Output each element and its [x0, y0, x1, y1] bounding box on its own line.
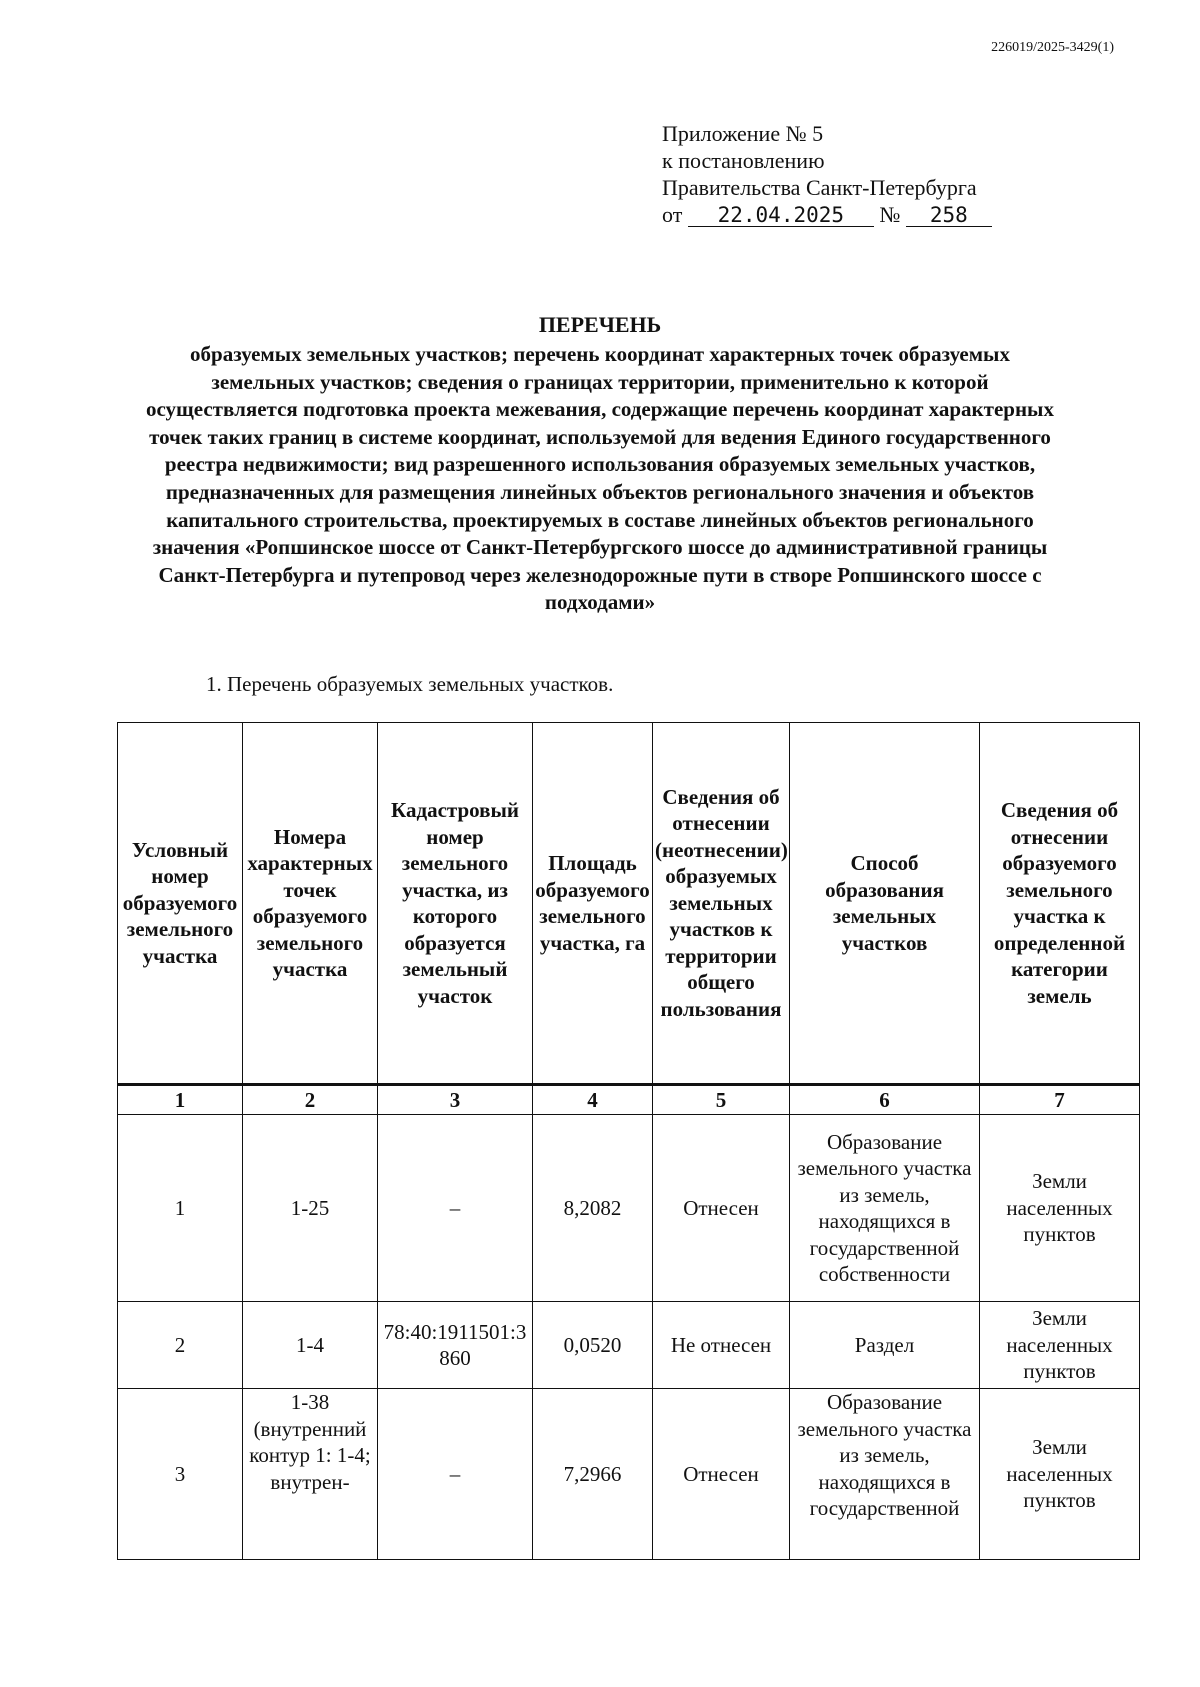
appendix-reference: к постановлению — [662, 148, 825, 173]
cell-formation-method: Раздел — [790, 1302, 980, 1389]
cell-formation-method: Образование земельного участка из земель, находящихся в государственной собственности — [790, 1115, 980, 1302]
cell-public-use: Не отнесен — [653, 1302, 790, 1389]
document-registration-code: 226019/2025-3429(1) — [991, 40, 1114, 55]
header-formation-method: Способ образования земельных участков — [790, 723, 980, 1085]
document-title: ПЕРЕЧЕНЬ — [538, 312, 662, 337]
column-number: 3 — [378, 1085, 533, 1115]
cell-point-numbers — [243, 1389, 378, 1560]
cell-conditional-number: 3 — [118, 1389, 243, 1560]
header-area: Площадь образуемого земельного участка, га — [533, 723, 653, 1085]
column-number: 7 — [980, 1085, 1140, 1115]
decree-number: 258 — [906, 204, 992, 227]
header-land-category: Сведения об отнесении образуемого земельного участка к определенной категории земель — [980, 723, 1140, 1085]
land-plots-table — [117, 722, 1140, 1560]
cell-point-numbers: 1-4 — [243, 1302, 378, 1389]
cell-cadastral-number: – — [378, 1389, 533, 1560]
appendix-date-line — [662, 201, 992, 228]
cell-point-numbers: 1-25 — [243, 1115, 378, 1302]
cell-area: 8,2082 — [533, 1115, 653, 1302]
table-row — [118, 1302, 1140, 1389]
section-heading: 1. Перечень образуемых земельных участков. — [206, 672, 614, 696]
cell-conditional-number: 2 — [118, 1302, 243, 1389]
table-row — [118, 1115, 1140, 1302]
decree-date: 22.04.2025 — [688, 204, 874, 227]
cell-land-category: Земли населенных пунктов — [980, 1115, 1140, 1302]
cell-land-category: Земли населенных пунктов — [980, 1389, 1140, 1560]
header-cadastral-number: Кадастровый номер земельного участка, из которого образуется земельный участок — [378, 723, 533, 1085]
column-number: 5 — [653, 1085, 790, 1115]
cell-public-use: Отнесен — [653, 1389, 790, 1560]
document-subtitle: образуемых земельных участков; перечень координат характерных точек образуемых земельных участков; сведения о границах территории, применительно к которой осуществляется подготовка проекта межевания, содержащие перечень координат характерных точек таких границ в системе координат, используемой для ведения Единого государственного реестра недвижимости; вид разрешенного использования образуемых земельных участков, предназначенных для размещения линейных объектов регионального значения и объектов капитального строительства, проектируемых в составе линейных объектов регионального значения «Ропшинское шоссе от Санкт-Петербургского шоссе до административной границы Санкт-Петербурга и путепровод через железнодорожные пути в створе Ропшинского шоссе с подходами» — [146, 342, 1054, 615]
cell-formation-method — [790, 1389, 980, 1560]
column-number: 2 — [243, 1085, 378, 1115]
table-row — [118, 1389, 1140, 1560]
header-conditional-number: Условный номер образуемого земельного участка — [118, 723, 243, 1085]
cell-cadastral-number: – — [378, 1115, 533, 1302]
cell-public-use: Отнесен — [653, 1115, 790, 1302]
number-prefix: № — [879, 202, 901, 227]
header-point-numbers: Номера характерных точек образуемого земельного участка — [243, 723, 378, 1085]
cell-formation-method-text: Образование земельного участка из земель, находящихся в государственной — [797, 1390, 972, 1520]
column-number: 1 — [118, 1085, 243, 1115]
date-prefix: от — [662, 202, 683, 227]
appendix-number: Приложение № 5 — [662, 121, 824, 146]
table-header-row — [118, 723, 1140, 1085]
appendix-block — [662, 120, 992, 228]
cell-point-numbers-text: 1-38 (внутренний контур 1: 1-4; внутрен- — [249, 1390, 371, 1494]
column-number: 6 — [790, 1085, 980, 1115]
cell-conditional-number: 1 — [118, 1115, 243, 1302]
column-number-row — [118, 1085, 1140, 1115]
column-number: 4 — [533, 1085, 653, 1115]
cell-land-category: Земли населенных пунктов — [980, 1302, 1140, 1389]
cell-area: 0,0520 — [533, 1302, 653, 1389]
appendix-issuer: Правительства Санкт-Петербурга — [662, 175, 977, 200]
cell-cadastral-number: 78:40:1911501:3860 — [378, 1302, 533, 1389]
cell-area: 7,2966 — [533, 1389, 653, 1560]
header-public-use: Сведения об отнесении (неотнесении) образуемых земельных участков к территории общего пользования — [653, 723, 790, 1085]
